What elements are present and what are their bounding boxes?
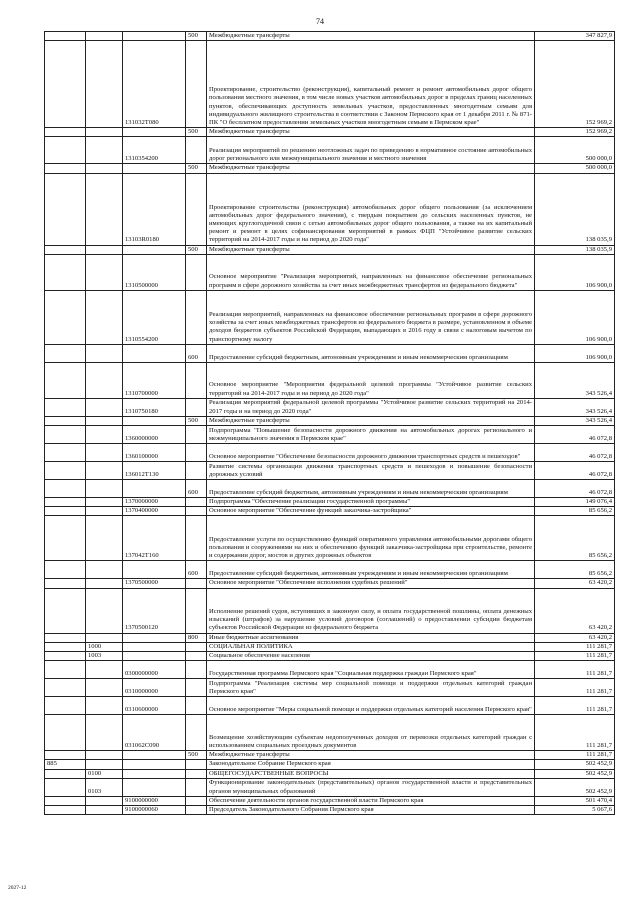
target-article-cell: 1370000000 xyxy=(123,498,186,507)
grbs-code-cell xyxy=(45,416,86,425)
section-code-cell xyxy=(86,128,123,137)
table-row xyxy=(45,778,615,796)
grbs-code-cell xyxy=(45,128,86,137)
grbs-code-cell xyxy=(45,652,86,661)
amount-cell: 347 827,9 xyxy=(535,32,615,41)
item-name-cell: Реализация мероприятий по решению неотложных задач по приведению в нормативное состояние автомобильных дорог регионального или межмуниципального значения и местного значения xyxy=(207,137,535,164)
target-article-cell: 9100000000 xyxy=(123,796,186,805)
section-code-cell xyxy=(86,137,123,164)
section-code-cell xyxy=(86,416,123,425)
expense-type-cell xyxy=(186,362,207,398)
amount-cell: 46 072,8 xyxy=(535,480,615,498)
amount-cell: 106 900,0 xyxy=(535,344,615,362)
grbs-code-cell xyxy=(45,751,86,760)
table-row xyxy=(45,633,615,642)
amount-cell: 138 035,9 xyxy=(535,245,615,254)
grbs-code-cell xyxy=(45,498,86,507)
expense-type-cell xyxy=(186,652,207,661)
section-code-cell xyxy=(86,32,123,41)
item-name-cell: СОЦИАЛЬНАЯ ПОЛИТИКА xyxy=(207,642,535,651)
grbs-code-cell xyxy=(45,579,86,588)
target-article-cell: 13103R0180 xyxy=(123,173,186,245)
item-name-cell: Реализация мероприятий, направленных на финансовое обеспечение региональных программ в сфере дорожного хозяйства за счет иных межбюджетных трансфертов из федерального бюджета в размере, установленном в объеме доходов бюджетов субъектов Российской Федерации, выпадающих в 2016 году в связи с налоговым вычетом по транспортному налогу xyxy=(207,290,535,344)
amount-cell: 343 526,4 xyxy=(535,398,615,416)
target-article-cell: 1310750180 xyxy=(123,398,186,416)
table-row xyxy=(45,588,615,633)
section-code-cell xyxy=(86,344,123,362)
table-row xyxy=(45,426,615,444)
amount-cell: 111 281,7 xyxy=(535,661,615,679)
amount-cell: 5 067,6 xyxy=(535,806,615,815)
amount-cell: 138 035,9 xyxy=(535,173,615,245)
target-article-cell: 1310554200 xyxy=(123,290,186,344)
item-name-cell: Основное мероприятие "Обеспечение исполнения судебных решений" xyxy=(207,579,535,588)
expense-type-cell: 600 xyxy=(186,480,207,498)
section-code-cell xyxy=(86,444,123,462)
table-row xyxy=(45,751,615,760)
amount-cell: 111 281,7 xyxy=(535,751,615,760)
grbs-code-cell xyxy=(45,778,86,796)
section-code-cell xyxy=(86,579,123,588)
item-name-cell: ОБЩЕГОСУДАРСТВЕННЫЕ ВОПРОСЫ xyxy=(207,769,535,778)
expense-type-cell xyxy=(186,760,207,769)
section-code-cell xyxy=(86,633,123,642)
item-name-cell: Проектирование, строительство (реконструкция), капитальный ремонт и ремонт автомобильных дорог общего пользования местного значения, в том числе новых участков автомобильных дорог в пределах границ населенных пунктов, обеспечивающих доступность земельных участков, предоставленных многодетным семьям для индивидуального жилищного строительства в соответствии с Законом Пермского края от 1 декабря 2011 г. № 871-ПК "О бесплатном предоставлении земельных участков многодетным семьям в Пермском крае" xyxy=(207,41,535,128)
target-article-cell xyxy=(123,128,186,137)
target-article-cell: 1370500120 xyxy=(123,588,186,633)
amount-cell: 111 281,7 xyxy=(535,642,615,651)
target-article-cell: 136012Т130 xyxy=(123,462,186,480)
section-code-cell xyxy=(86,173,123,245)
item-name-cell: Основное мероприятие "Обеспечение функций заказчика-застройщика" xyxy=(207,507,535,516)
table-row xyxy=(45,137,615,164)
table-row xyxy=(45,254,615,290)
target-article-cell: 0300000000 xyxy=(123,661,186,679)
expense-type-cell xyxy=(186,642,207,651)
section-code-cell xyxy=(86,661,123,679)
expense-type-cell: 500 xyxy=(186,128,207,137)
table-row xyxy=(45,41,615,128)
expense-type-cell xyxy=(186,806,207,815)
target-article-cell: 1360000000 xyxy=(123,426,186,444)
target-article-cell: 1310500000 xyxy=(123,254,186,290)
grbs-code-cell xyxy=(45,679,86,697)
table-row xyxy=(45,697,615,715)
item-name-cell: Межбюджетные трансферты xyxy=(207,164,535,173)
table-row xyxy=(45,642,615,651)
expense-type-cell xyxy=(186,444,207,462)
section-code-cell xyxy=(86,697,123,715)
target-article-cell: 0310600000 xyxy=(123,697,186,715)
target-article-cell: 031062С090 xyxy=(123,715,186,751)
item-name-cell: Межбюджетные трансферты xyxy=(207,416,535,425)
section-code-cell: 1000 xyxy=(86,642,123,651)
target-article-cell xyxy=(123,416,186,425)
item-name-cell: Иные бюджетные ассигнования xyxy=(207,633,535,642)
section-code-cell xyxy=(86,290,123,344)
amount-cell: 63 420,2 xyxy=(535,579,615,588)
section-code-cell: 0100 xyxy=(86,769,123,778)
grbs-code-cell xyxy=(45,507,86,516)
section-code-cell xyxy=(86,245,123,254)
table-row xyxy=(45,398,615,416)
section-code-cell xyxy=(86,715,123,751)
table-row xyxy=(45,498,615,507)
table-row xyxy=(45,290,615,344)
item-name-cell: Межбюджетные трансферты xyxy=(207,245,535,254)
amount-cell: 502 452,9 xyxy=(535,769,615,778)
target-article-cell xyxy=(123,652,186,661)
item-name-cell: Возмещение хозяйствующим субъектам недополученных доходов от перевозки отдельных категорий граждан с использованием социальных проездных документов xyxy=(207,715,535,751)
grbs-code-cell xyxy=(45,254,86,290)
expense-type-cell xyxy=(186,426,207,444)
grbs-code-cell xyxy=(45,173,86,245)
section-code-cell xyxy=(86,679,123,697)
grbs-code-cell xyxy=(45,444,86,462)
item-name-cell: Межбюджетные трансферты xyxy=(207,32,535,41)
expense-type-cell xyxy=(186,290,207,344)
grbs-code-cell xyxy=(45,588,86,633)
grbs-code-cell xyxy=(45,642,86,651)
amount-cell: 500 000,0 xyxy=(535,137,615,164)
expense-type-cell xyxy=(186,769,207,778)
target-article-cell: 1370400000 xyxy=(123,507,186,516)
target-article-cell xyxy=(123,760,186,769)
table-row xyxy=(45,444,615,462)
table-row xyxy=(45,164,615,173)
expense-type-cell xyxy=(186,778,207,796)
expense-type-cell: 500 xyxy=(186,751,207,760)
item-name-cell: Подпрограмма "Повышение безопасности дорожного движения на автомобильных дорогах регионального и межмуниципального значения в Пермском крае" xyxy=(207,426,535,444)
expense-type-cell: 600 xyxy=(186,561,207,579)
amount-cell: 111 281,7 xyxy=(535,652,615,661)
grbs-code-cell xyxy=(45,697,86,715)
amount-cell: 46 072,8 xyxy=(535,462,615,480)
section-code-cell: 0103 xyxy=(86,778,123,796)
item-name-cell: Подпрограмма "Реализация системы мер социальной помощи и поддержки отдельных категорий граждан Пермского края" xyxy=(207,679,535,697)
table-row xyxy=(45,507,615,516)
amount-cell: 106 900,0 xyxy=(535,290,615,344)
expense-type-cell: 500 xyxy=(186,416,207,425)
page-number: 74 xyxy=(316,17,324,26)
budget-table-body xyxy=(45,32,615,815)
section-code-cell xyxy=(86,362,123,398)
target-article-cell: 1310700000 xyxy=(123,362,186,398)
amount-cell: 46 072,8 xyxy=(535,444,615,462)
target-article-cell xyxy=(123,344,186,362)
expense-type-cell xyxy=(186,796,207,805)
grbs-code-cell xyxy=(45,164,86,173)
table-row xyxy=(45,32,615,41)
table-row xyxy=(45,715,615,751)
section-code-cell xyxy=(86,507,123,516)
expense-type-cell: 800 xyxy=(186,633,207,642)
table-row xyxy=(45,579,615,588)
target-article-cell xyxy=(123,164,186,173)
target-article-cell xyxy=(123,642,186,651)
grbs-code-cell xyxy=(45,362,86,398)
section-code-cell xyxy=(86,516,123,561)
section-code-cell xyxy=(86,760,123,769)
table-row xyxy=(45,561,615,579)
amount-cell: 502 452,9 xyxy=(535,778,615,796)
amount-cell: 46 072,8 xyxy=(535,426,615,444)
section-code-cell xyxy=(86,398,123,416)
item-name-cell: Предоставление субсидий бюджетным, автономным учреждениям и иным некоммерческим организациям xyxy=(207,344,535,362)
target-article-cell xyxy=(123,480,186,498)
expense-type-cell xyxy=(186,137,207,164)
item-name-cell: Председатель Законодательного Собрания Пермского края xyxy=(207,806,535,815)
item-name-cell: Основное мероприятие "Реализация мероприятий, направленных на финансовое обеспечение региональных программ в сфере дорожного хозяйства за счет иных межбюджетных трансфертов из федерального бюджета" xyxy=(207,254,535,290)
expense-type-cell xyxy=(186,507,207,516)
item-name-cell: Реализация мероприятий федеральной целевой программы "Устойчивое развитие сельских территорий на 2014-2017 годы и на период до 2020 года" xyxy=(207,398,535,416)
item-name-cell: Обеспечение деятельности органов государственной власти Пермского края xyxy=(207,796,535,805)
section-code-cell xyxy=(86,426,123,444)
grbs-code-cell xyxy=(45,344,86,362)
item-name-cell: Межбюджетные трансферты xyxy=(207,128,535,137)
table-row xyxy=(45,796,615,805)
expense-type-cell xyxy=(186,254,207,290)
expense-type-cell: 500 xyxy=(186,164,207,173)
item-name-cell: Развитие системы организации движения транспортных средств и пешеходов и повышение безопасности дорожных условий xyxy=(207,462,535,480)
grbs-code-cell xyxy=(45,796,86,805)
target-article-cell xyxy=(123,751,186,760)
expense-type-cell xyxy=(186,462,207,480)
expense-type-cell xyxy=(186,661,207,679)
grbs-code-cell xyxy=(45,715,86,751)
grbs-code-cell xyxy=(45,769,86,778)
amount-cell: 106 900,0 xyxy=(535,254,615,290)
amount-cell: 502 452,9 xyxy=(535,760,615,769)
amount-cell: 343 526,4 xyxy=(535,416,615,425)
table-row xyxy=(45,416,615,425)
grbs-code-cell xyxy=(45,806,86,815)
section-code-cell xyxy=(86,498,123,507)
grbs-code-cell xyxy=(45,633,86,642)
item-name-cell: Исполнение решений судов, вступивших в законную силу, и оплата государственной пошлины, оплата денежных изысканий (штрафов) за нарушение условий договоров (соглашений) о предоставлении субсидии бюджетам субъектов Российской Федерации из федерального бюджета xyxy=(207,588,535,633)
item-name-cell: Межбюджетные трансферты xyxy=(207,751,535,760)
table-row xyxy=(45,362,615,398)
expense-type-cell: 600 xyxy=(186,344,207,362)
target-article-cell: 1360100000 xyxy=(123,444,186,462)
section-code-cell xyxy=(86,164,123,173)
target-article-cell xyxy=(123,32,186,41)
expense-type-cell xyxy=(186,498,207,507)
section-code-cell xyxy=(86,41,123,128)
item-name-cell: Предоставление субсидий бюджетным, автономным учреждениям и иным некоммерческим организациям xyxy=(207,480,535,498)
grbs-code-cell xyxy=(45,245,86,254)
expense-type-cell xyxy=(186,398,207,416)
expense-type-cell xyxy=(186,715,207,751)
section-code-cell xyxy=(86,462,123,480)
target-article-cell xyxy=(123,633,186,642)
target-article-cell: 0310000000 xyxy=(123,679,186,697)
item-name-cell: Законодательное Собрание Пермского края xyxy=(207,760,535,769)
target-article-cell: 1310354200 xyxy=(123,137,186,164)
amount-cell: 343 526,4 xyxy=(535,362,615,398)
section-code-cell xyxy=(86,751,123,760)
item-name-cell: Основное мероприятие "Меры социальной помощи и поддержки отдельных категорий населения Пермского края" xyxy=(207,697,535,715)
expense-type-cell xyxy=(186,579,207,588)
expense-type-cell xyxy=(186,679,207,697)
amount-cell: 500 000,0 xyxy=(535,164,615,173)
grbs-code-cell: 885 xyxy=(45,760,86,769)
expense-type-cell xyxy=(186,516,207,561)
section-code-cell xyxy=(86,480,123,498)
table-row xyxy=(45,128,615,137)
table-row xyxy=(45,173,615,245)
target-article-cell: 131032Т080 xyxy=(123,41,186,128)
amount-cell: 111 281,7 xyxy=(535,697,615,715)
item-name-cell: Основное мероприятие "Мероприятия федеральной целевой программы "Устойчивое развитие сельских территорий на 2014-2017 годы и на период до 2020 года" xyxy=(207,362,535,398)
expense-type-cell xyxy=(186,588,207,633)
grbs-code-cell xyxy=(45,398,86,416)
table-row xyxy=(45,760,615,769)
amount-cell: 149 076,4 xyxy=(535,498,615,507)
table-row xyxy=(45,516,615,561)
amount-cell: 501 470,4 xyxy=(535,796,615,805)
item-name-cell: Социальное обеспечение населения xyxy=(207,652,535,661)
grbs-code-cell xyxy=(45,462,86,480)
section-code-cell xyxy=(86,254,123,290)
grbs-code-cell xyxy=(45,32,86,41)
amount-cell: 85 656,2 xyxy=(535,516,615,561)
expense-type-cell xyxy=(186,173,207,245)
target-article-cell: 137042Т160 xyxy=(123,516,186,561)
item-name-cell: Государственная программа Пермского края "Социальная поддержка граждан Пермского края" xyxy=(207,661,535,679)
item-name-cell: Подпрограмма "Обеспечение реализации государственной программы" xyxy=(207,498,535,507)
target-article-cell xyxy=(123,769,186,778)
table-row xyxy=(45,679,615,697)
expense-type-cell xyxy=(186,41,207,128)
amount-cell: 63 420,2 xyxy=(535,588,615,633)
item-name-cell: Основное мероприятие "Обеспечение безопасности дорожного движения транспортных средств и пешеходов" xyxy=(207,444,535,462)
table-row xyxy=(45,344,615,362)
amount-cell: 152 969,2 xyxy=(535,41,615,128)
budget-table xyxy=(44,31,615,815)
grbs-code-cell xyxy=(45,561,86,579)
footer-code: 2027-12 xyxy=(8,885,27,891)
item-name-cell: Предоставление субсидий бюджетным, автономным учреждениям и иным некоммерческим организациям xyxy=(207,561,535,579)
grbs-code-cell xyxy=(45,480,86,498)
section-code-cell xyxy=(86,588,123,633)
table-row xyxy=(45,245,615,254)
amount-cell: 111 281,7 xyxy=(535,715,615,751)
grbs-code-cell xyxy=(45,137,86,164)
section-code-cell xyxy=(86,806,123,815)
grbs-code-cell xyxy=(45,426,86,444)
table-row xyxy=(45,769,615,778)
amount-cell: 111 281,7 xyxy=(535,679,615,697)
table-row xyxy=(45,806,615,815)
grbs-code-cell xyxy=(45,661,86,679)
item-name-cell: Предоставление услуги по осуществлению функций оперативного управления автомобильными дорогами общего пользования и сооружениями на них и обеспечению функций заказчика-застройщика при строительстве, ремонте и содержании дорог, мостов и других дорожных объектов xyxy=(207,516,535,561)
table-row xyxy=(45,652,615,661)
target-article-cell: 1370500000 xyxy=(123,579,186,588)
item-name-cell: Проектирование строительства (реконструкция) автомобильных дорог общего пользования (за исключением автомобильных дорог федерального значения), с твердым покрытием до сельских населенных пунктов, не имеющих круглогодичной связи с сетью автомобильных дорог общего пользования, а также на их капитальный ремонт и ремонт в целях софинансирования мероприятий в рамках ФЦП "Устойчивое развитие сельских территорий на 2014-2017 годы и на период до 2020 года" xyxy=(207,173,535,245)
target-article-cell xyxy=(123,561,186,579)
amount-cell: 152 969,2 xyxy=(535,128,615,137)
grbs-code-cell xyxy=(45,290,86,344)
target-article-cell xyxy=(123,245,186,254)
item-name-cell: Функционирование законодательных (представительных) органов государственной власти и представительных органов муниципальных образований xyxy=(207,778,535,796)
table-row xyxy=(45,462,615,480)
table-row xyxy=(45,480,615,498)
target-article-cell xyxy=(123,778,186,796)
table-row xyxy=(45,661,615,679)
amount-cell: 63 420,2 xyxy=(535,633,615,642)
expense-type-cell: 500 xyxy=(186,245,207,254)
section-code-cell xyxy=(86,796,123,805)
section-code-cell xyxy=(86,561,123,579)
target-article-cell: 9100000060 xyxy=(123,806,186,815)
grbs-code-cell xyxy=(45,41,86,128)
expense-type-cell: 500 xyxy=(186,32,207,41)
section-code-cell: 1003 xyxy=(86,652,123,661)
amount-cell: 85 656,2 xyxy=(535,561,615,579)
expense-type-cell xyxy=(186,697,207,715)
grbs-code-cell xyxy=(45,516,86,561)
amount-cell: 85 656,2 xyxy=(535,507,615,516)
